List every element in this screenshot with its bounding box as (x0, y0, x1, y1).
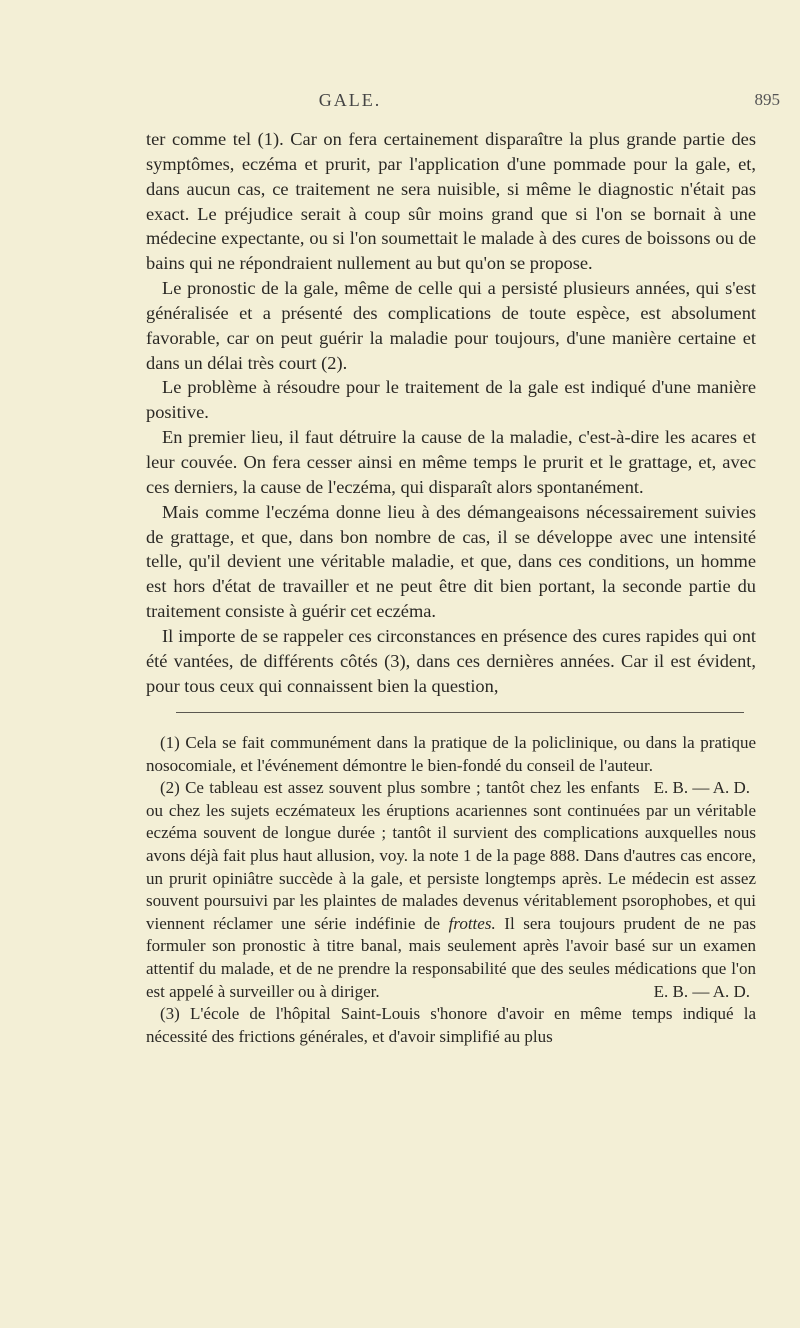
paragraph: Le problème à résoudre pour le traitement de la gale est indiqué d'une manière positive. (146, 377, 756, 423)
footnote-text: (1) Cela se fait communément dans la pratique de la policlinique, ou dans la pratique nosocomiale, et l'événement démontre le bien-fondé du conseil de l'auteur. (146, 733, 756, 775)
paragraph: Il importe de se rappeler ces circonstances en présence des cures rapides qui ont été vantées, de différents côtés (3), dans ces dernières années. Car il est évident, pour tous ceux qui connaissent bien la question, (146, 625, 756, 696)
footnote-text: (2) Ce tableau est assez souvent plus sombre ; tantôt chez les enfants ou chez les sujets eczémateux les éruptions acariennes sont continuées par un véritable eczéma souvent de longue durée ; tantôt il survient des complications auxquelles nous avons déjà fait plus haut allusion, voy. la note 1 de la page 888. Dans d'autres cas encore, un prurit opiniâtre succède à la gale, et persiste longtemps après. Le médecin est assez souvent poursuivi par les plaintes de malades devenus véritablement psorophobes, et qui viennent réclamer une série indéfinie de (146, 778, 756, 933)
footnote-text: (3) L'école de l'hôpital Saint-Louis s'honore d'avoir en même temps indiqué la nécessité des frictions générales, et d'avoir simplifié au plus (146, 1004, 756, 1046)
paragraph: Le pronostic de la gale, même de celle qui a persisté plusieurs années, qui s'est généralisée et a présenté des complications de toute espèce, est absolument favorable, car on peut guérir la maladie pour toujours, d'une manière certaine et dans un délai très court (2). (146, 278, 756, 373)
paragraph: ter comme tel (1). Car on fera certainement disparaître la plus grande partie des symptômes, eczéma et prurit, par l'application d'une pommade pour la gale, et, dans aucun cas, ce traitement ne sera nuisible, si même le diagnostic n'était pas exact. Le préjudice serait à coup sûr moins grand que si l'on se bornait à une médecine expectante, ou si l'on soumettait le malade à des cures de boissons ou de bains qui ne répondraient nullement au but qu'on se propose. (146, 129, 756, 274)
footnotes (146, 732, 756, 1048)
footnote-text: Il sera toujours prudent de ne pas formuler son pronostic à titre banal, mais seulement après l'avoir basé sur un examen attentif du malade, et de ne prendre la responsabilité que des seules médications que l'on est appelé à surveiller ou à diriger. (146, 913, 756, 1001)
footnote (146, 732, 756, 798)
running-title: GALE. (318, 90, 382, 110)
paragraph: Mais comme l'eczéma donne lieu à des démangeaisons nécessairement suivies de grattage, et que, dans bon nombre de cas, il se développe avec une intensité telle, qu'il devient une véritable maladie, et que, dans ces conditions, un homme est hors d'état de travailler et ne peut être dit bien portant, la seconde partie du traitement consiste à guérir cet eczéma. (146, 501, 756, 622)
page-number: 895 (754, 90, 780, 109)
footnote (146, 1003, 756, 1048)
main-text (146, 127, 756, 698)
footnote-signature: E. B. — A. D. (653, 981, 750, 1001)
footnote (146, 777, 756, 1003)
paragraph: En premier lieu, il faut détruire la cause de la maladie, c'est-à-dire les acares et leur couvée. On fera cesser ainsi en même temps le prurit et le grattage, et, avec ces derniers, la cause de l'eczéma, qui disparaît alors spontanément. (146, 427, 756, 497)
footnote-signature: E. B. — A. D. (653, 778, 750, 798)
running-head (0, 90, 800, 114)
footnote-separator (176, 712, 744, 713)
footnote-italic: frottes. (448, 913, 496, 933)
